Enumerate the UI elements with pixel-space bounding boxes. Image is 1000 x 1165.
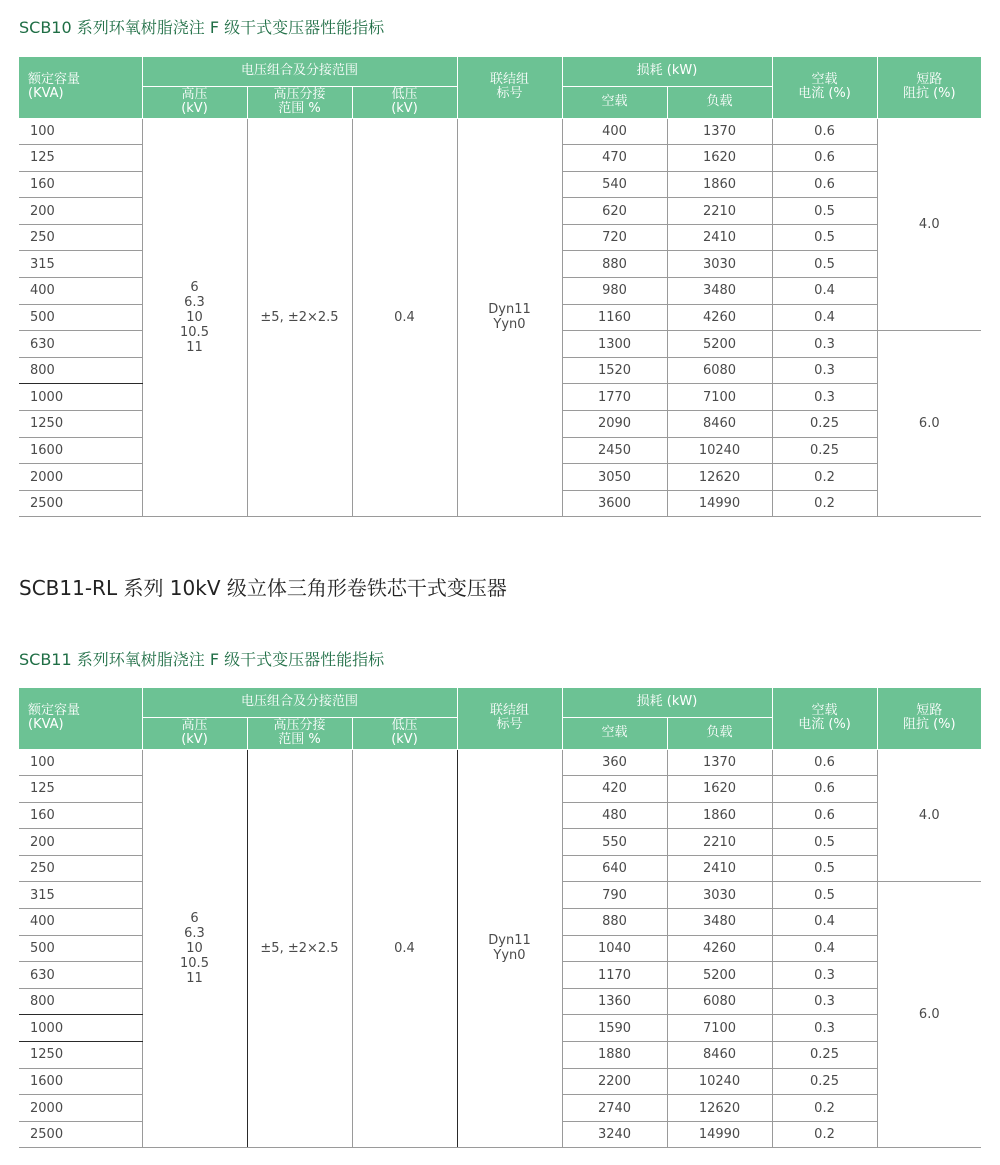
noload-loss-cell: 620 <box>562 198 667 225</box>
capacity-cell: 315 <box>19 251 142 278</box>
header-hv <box>142 717 247 749</box>
noload-current-cell: 0.25 <box>772 437 877 464</box>
noload-loss-cell: 1880 <box>562 1042 667 1069</box>
capacity-cell: 200 <box>19 829 142 856</box>
noload-loss-cell: 1360 <box>562 988 667 1015</box>
connection-cell <box>457 118 562 517</box>
noload-current-cell: 0.2 <box>772 1121 877 1148</box>
table-row <box>19 118 981 145</box>
noload-loss-cell: 2740 <box>562 1095 667 1122</box>
hv-value: 6 <box>190 910 199 926</box>
noload-current-cell: 0.25 <box>772 1042 877 1069</box>
header-capacity-line1: 额定容量 <box>28 72 81 88</box>
capacity-cell: 400 <box>19 278 142 305</box>
load-loss-cell: 1620 <box>667 776 772 803</box>
load-loss-cell: 4260 <box>667 304 772 331</box>
noload-current-cell: 0.2 <box>772 464 877 491</box>
noload-current-cell: 0.25 <box>772 1068 877 1095</box>
header-impedance-line2: 阻抗 (%) <box>902 717 956 733</box>
load-loss-cell: 14990 <box>667 1121 772 1148</box>
noload-current-cell: 0.2 <box>772 490 877 517</box>
load-loss-cell: 6080 <box>667 988 772 1015</box>
header-load-loss: 负载 <box>667 717 772 749</box>
header-voltage-group: 电压组合及分接范围 <box>142 57 457 86</box>
header-noload-current-line2: 电流 (%) <box>798 717 851 733</box>
load-loss-cell: 12620 <box>667 464 772 491</box>
noload-current-cell: 0.25 <box>772 411 877 438</box>
header-capacity-line2: (KVA) <box>28 86 64 102</box>
hv-values-cell <box>142 118 247 517</box>
header-lv-line2: (kV) <box>391 732 418 747</box>
header-connection-line1: 联结组 <box>489 72 529 88</box>
header-lv-line2: (kV) <box>391 101 418 116</box>
noload-current-cell: 0.3 <box>772 357 877 384</box>
load-loss-cell: 3030 <box>667 251 772 278</box>
capacity-cell: 630 <box>19 331 142 358</box>
header-connection-line2: 标号 <box>496 86 523 102</box>
load-loss-cell: 2210 <box>667 829 772 856</box>
header-noload-current-line1: 空载 <box>811 72 838 88</box>
noload-loss-cell: 1520 <box>562 357 667 384</box>
connection-symbol: Dyn11 <box>488 302 531 318</box>
capacity-cell: 2000 <box>19 1095 142 1122</box>
hv-values-cell <box>142 749 247 1148</box>
capacity-cell: 800 <box>19 357 142 384</box>
capacity-cell: 500 <box>19 304 142 331</box>
spec-table-scb11 <box>19 688 981 1148</box>
load-loss-cell: 8460 <box>667 1042 772 1069</box>
noload-current-cell: 0.2 <box>772 1095 877 1122</box>
noload-loss-cell: 790 <box>562 882 667 909</box>
capacity-cell: 315 <box>19 882 142 909</box>
table1-title: SCB10 系列环氧树脂浇注 F 级干式变压器性能指标 <box>19 18 385 37</box>
capacity-cell: 125 <box>19 776 142 803</box>
noload-loss-cell: 880 <box>562 251 667 278</box>
header-noload-current-line2: 电流 (%) <box>798 86 851 102</box>
load-loss-cell: 7100 <box>667 384 772 411</box>
header-impedance-line1: 短路 <box>916 72 943 88</box>
header-capacity-line1: 额定容量 <box>28 703 81 719</box>
load-loss-cell: 5200 <box>667 962 772 989</box>
load-loss-cell: 5200 <box>667 331 772 358</box>
hv-value: 6.3 <box>184 294 205 310</box>
table-row <box>19 749 981 776</box>
connection-symbol: Dyn11 <box>488 933 531 949</box>
header-noload-current-line1: 空载 <box>811 703 838 719</box>
impedance-cell: 4.0 <box>877 749 981 882</box>
header-tap-range-line1: 高压分接 <box>273 718 326 733</box>
header-capacity <box>19 688 142 749</box>
capacity-cell: 500 <box>19 935 142 962</box>
load-loss-cell: 2210 <box>667 198 772 225</box>
capacity-cell: 1600 <box>19 1068 142 1095</box>
noload-current-cell: 0.3 <box>772 962 877 989</box>
tap-range-cell: ±5, ±2×2.5 <box>247 118 352 517</box>
noload-loss-cell: 1300 <box>562 331 667 358</box>
table2-title: SCB11 系列环氧树脂浇注 F 级干式变压器性能指标 <box>19 650 385 669</box>
noload-loss-cell: 470 <box>562 145 667 172</box>
noload-current-cell: 0.6 <box>772 118 877 145</box>
load-loss-cell: 14990 <box>667 490 772 517</box>
header-noload-loss: 空载 <box>562 717 667 749</box>
header-hv-line1: 高压 <box>181 87 208 102</box>
load-loss-cell: 8460 <box>667 411 772 438</box>
noload-current-cell: 0.5 <box>772 882 877 909</box>
load-loss-cell: 4260 <box>667 935 772 962</box>
noload-loss-cell: 1590 <box>562 1015 667 1042</box>
noload-loss-cell: 420 <box>562 776 667 803</box>
load-loss-cell: 6080 <box>667 357 772 384</box>
capacity-cell: 100 <box>19 749 142 776</box>
noload-loss-cell: 2090 <box>562 411 667 438</box>
header-tap-range <box>247 86 352 118</box>
header-lv <box>352 86 457 118</box>
noload-current-cell: 0.5 <box>772 198 877 225</box>
noload-loss-cell: 3050 <box>562 464 667 491</box>
noload-loss-cell: 720 <box>562 224 667 251</box>
capacity-cell: 1250 <box>19 1042 142 1069</box>
header-lv-line1: 低压 <box>391 718 418 733</box>
noload-current-cell: 0.6 <box>772 145 877 172</box>
capacity-cell: 1000 <box>19 1015 142 1042</box>
noload-current-cell: 0.4 <box>772 304 877 331</box>
load-loss-cell: 1860 <box>667 171 772 198</box>
header-lv-line1: 低压 <box>391 87 418 102</box>
noload-current-cell: 0.3 <box>772 331 877 358</box>
noload-current-cell: 0.3 <box>772 1015 877 1042</box>
header-noload-current <box>772 688 877 749</box>
capacity-cell: 1600 <box>19 437 142 464</box>
capacity-cell: 250 <box>19 224 142 251</box>
header-hv-line2: (kV) <box>181 732 208 747</box>
header-loss-group: 损耗 (kW) <box>562 688 772 717</box>
load-loss-cell: 3030 <box>667 882 772 909</box>
load-loss-cell: 3480 <box>667 278 772 305</box>
hv-value: 10.5 <box>180 324 209 340</box>
noload-current-cell: 0.4 <box>772 935 877 962</box>
noload-current-cell: 0.4 <box>772 278 877 305</box>
noload-loss-cell: 1770 <box>562 384 667 411</box>
hv-value: 11 <box>186 970 203 986</box>
impedance-cell: 4.0 <box>877 118 981 331</box>
impedance-cell: 6.0 <box>877 331 981 517</box>
header-connection <box>457 688 562 749</box>
capacity-cell: 200 <box>19 198 142 225</box>
header-capacity-line2: (KVA) <box>28 717 64 733</box>
capacity-cell: 400 <box>19 909 142 936</box>
noload-loss-cell: 3240 <box>562 1121 667 1148</box>
load-loss-cell: 1370 <box>667 749 772 776</box>
noload-current-cell: 0.5 <box>772 251 877 278</box>
noload-loss-cell: 640 <box>562 855 667 882</box>
connection-symbol: Yyn0 <box>493 948 526 964</box>
header-impedance-line2: 阻抗 (%) <box>902 86 956 102</box>
capacity-cell: 2500 <box>19 490 142 517</box>
header-voltage-group: 电压组合及分接范围 <box>142 688 457 717</box>
capacity-cell: 160 <box>19 802 142 829</box>
header-tap-range-line1: 高压分接 <box>273 87 326 102</box>
noload-loss-cell: 400 <box>562 118 667 145</box>
spec-table-scb10 <box>19 57 981 517</box>
noload-loss-cell: 550 <box>562 829 667 856</box>
noload-current-cell: 0.6 <box>772 749 877 776</box>
capacity-cell: 160 <box>19 171 142 198</box>
noload-current-cell: 0.6 <box>772 776 877 803</box>
load-loss-cell: 1370 <box>667 118 772 145</box>
noload-loss-cell: 3600 <box>562 490 667 517</box>
tap-range-cell: ±5, ±2×2.5 <box>247 749 352 1148</box>
noload-current-cell: 0.6 <box>772 171 877 198</box>
load-loss-cell: 2410 <box>667 855 772 882</box>
load-loss-cell: 1860 <box>667 802 772 829</box>
noload-loss-cell: 1040 <box>562 935 667 962</box>
header-impedance <box>877 688 981 749</box>
header-connection-line1: 联结组 <box>489 703 529 719</box>
noload-current-cell: 0.3 <box>772 988 877 1015</box>
header-capacity <box>19 57 142 118</box>
header-load-loss: 负载 <box>667 86 772 118</box>
load-loss-cell: 1620 <box>667 145 772 172</box>
load-loss-cell: 12620 <box>667 1095 772 1122</box>
noload-loss-cell: 480 <box>562 802 667 829</box>
hv-value: 10 <box>186 309 203 325</box>
capacity-cell: 125 <box>19 145 142 172</box>
header-loss-group: 损耗 (kW) <box>562 57 772 86</box>
section-heading: SCB11-RL 系列 10kV 级立体三角形卷铁芯干式变压器 <box>19 576 507 600</box>
header-hv-line2: (kV) <box>181 101 208 116</box>
load-loss-cell: 3480 <box>667 909 772 936</box>
header-noload-current <box>772 57 877 118</box>
capacity-cell: 250 <box>19 855 142 882</box>
header-tap-range <box>247 717 352 749</box>
header-noload-loss: 空载 <box>562 86 667 118</box>
hv-value: 6 <box>190 279 199 295</box>
noload-current-cell: 0.5 <box>772 224 877 251</box>
noload-current-cell: 0.5 <box>772 829 877 856</box>
header-connection <box>457 57 562 118</box>
noload-loss-cell: 1160 <box>562 304 667 331</box>
hv-value: 10 <box>186 940 203 956</box>
hv-value: 6.3 <box>184 925 205 941</box>
connection-symbol: Yyn0 <box>493 317 526 333</box>
noload-loss-cell: 360 <box>562 749 667 776</box>
header-tap-range-line2: 范围 % <box>278 101 321 116</box>
header-tap-range-line2: 范围 % <box>278 732 321 747</box>
capacity-cell: 1250 <box>19 411 142 438</box>
header-impedance <box>877 57 981 118</box>
noload-loss-cell: 980 <box>562 278 667 305</box>
hv-value: 10.5 <box>180 955 209 971</box>
capacity-cell: 2500 <box>19 1121 142 1148</box>
noload-loss-cell: 2450 <box>562 437 667 464</box>
header-hv <box>142 86 247 118</box>
header-hv-line1: 高压 <box>181 718 208 733</box>
capacity-cell: 100 <box>19 118 142 145</box>
connection-cell <box>457 749 562 1148</box>
capacity-cell: 630 <box>19 962 142 989</box>
noload-current-cell: 0.6 <box>772 802 877 829</box>
noload-current-cell: 0.5 <box>772 855 877 882</box>
load-loss-cell: 10240 <box>667 1068 772 1095</box>
noload-loss-cell: 540 <box>562 171 667 198</box>
capacity-cell: 2000 <box>19 464 142 491</box>
noload-loss-cell: 1170 <box>562 962 667 989</box>
load-loss-cell: 7100 <box>667 1015 772 1042</box>
header-lv <box>352 717 457 749</box>
noload-loss-cell: 2200 <box>562 1068 667 1095</box>
load-loss-cell: 2410 <box>667 224 772 251</box>
noload-current-cell: 0.4 <box>772 909 877 936</box>
capacity-cell: 800 <box>19 988 142 1015</box>
lv-value-cell: 0.4 <box>352 749 457 1148</box>
hv-value: 11 <box>186 339 203 355</box>
capacity-cell: 1000 <box>19 384 142 411</box>
noload-current-cell: 0.3 <box>772 384 877 411</box>
header-connection-line2: 标号 <box>496 717 523 733</box>
impedance-cell: 6.0 <box>877 882 981 1148</box>
header-impedance-line1: 短路 <box>916 703 943 719</box>
noload-loss-cell: 880 <box>562 909 667 936</box>
load-loss-cell: 10240 <box>667 437 772 464</box>
lv-value-cell: 0.4 <box>352 118 457 517</box>
